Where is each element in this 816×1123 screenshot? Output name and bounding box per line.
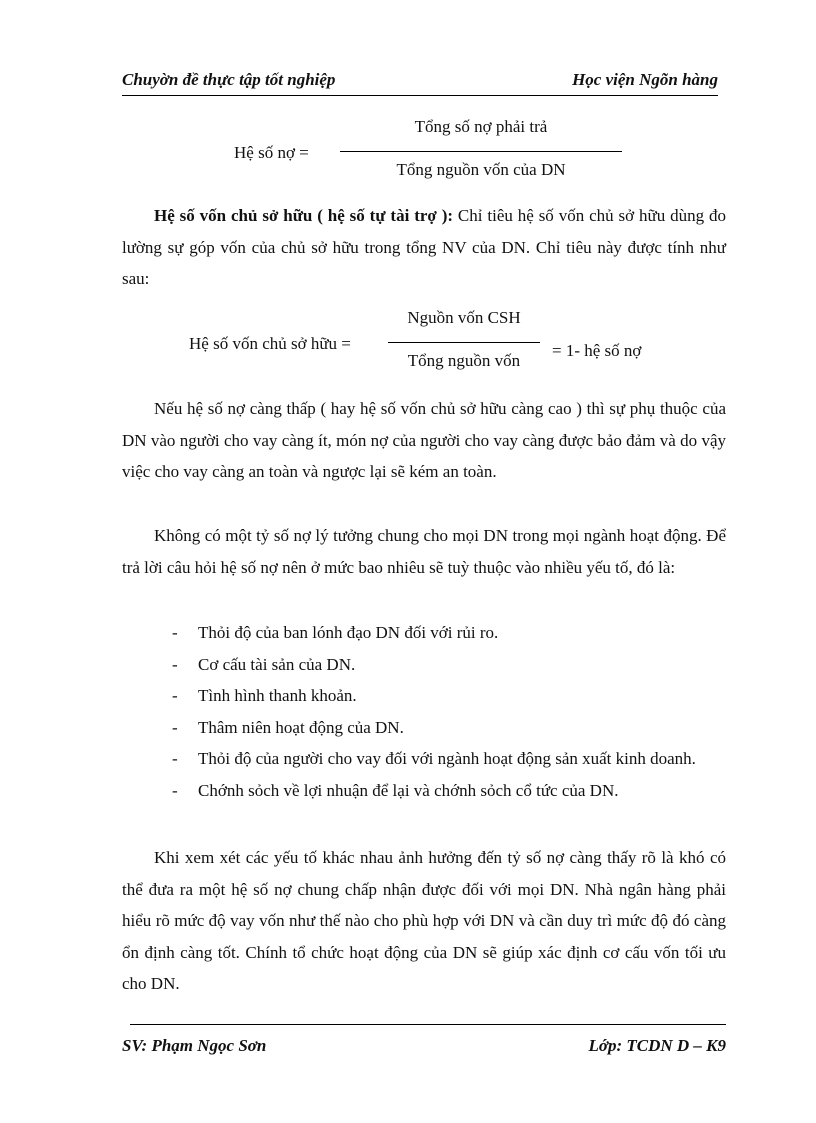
factor-list (170, 617, 726, 806)
header-rule (122, 95, 718, 96)
footer-rule (130, 1024, 726, 1025)
formula-denominator: Tổng nguồn vốn của DN (396, 160, 566, 179)
formula-numerator: Tổng số nợ phải trả (414, 117, 548, 136)
fraction-bar (388, 342, 540, 343)
list-item: - Thâm niên hoạt động của DN. (172, 717, 404, 737)
list-item: - Thỏi độ của ban lónh đạo DN đối với rủi ro. (172, 623, 499, 642)
list-item: - Thỏi độ của người cho vay đối với ngành hoạt động sản xuất kinh doanh. (172, 749, 696, 768)
paragraph-debt-dependence: Nếu hệ số nợ càng thấp ( hay hệ số vốn chủ sở hữu càng cao ) thì sự phụ thuộc của DN vào người cho vay càng ít, món nợ của người cho vay càng được bảo đảm và do vậy việc cho vay càng an toàn và ngược lại sẽ kém an toàn. (122, 399, 726, 481)
formula-label: Hệ số nợ = (234, 143, 309, 162)
formula-result: = 1- hệ số nợ (552, 341, 642, 360)
fraction-bar (340, 151, 622, 152)
paragraph-text: Chỉ tiêu hệ số vốn chủ sở hữu dùng đo lường sự góp vốn của chủ sở hữu trong tổng NV của DN. Chỉ tiêu này được tính như sau: (122, 206, 726, 288)
formula-denominator: Tổng nguồn vốn (407, 351, 521, 370)
paragraph-conclusion: Khi xem xét các yếu tố khác nhau ảnh hưởng đến tỷ số nợ càng thấy rõ là khó có thể đưa ra một hệ số nợ chung chấp nhận được đối với mọi DN. Nhà ngân hàng phải hiểu rõ mức độ vay vốn như thế nào cho phù hợp với DN và cần duy trì mức độ đó càng ổn định càng tốt. Chính tổ chức hoạt động của DN sẽ giúp xác định cơ cấu vốn tối ưu cho DN. (122, 848, 726, 993)
formula-numerator: Nguồn vốn CSH (407, 308, 521, 327)
header-institution: Học viện Ngõn hàng (572, 70, 718, 89)
list-item: - Chớnh sỏch về lợi nhuận để lại và chớnh sỏch cổ tức của DN. (172, 780, 619, 800)
list-item: - Cơ cấu tài sản của DN. (172, 654, 356, 674)
paragraph-ideal-ratio: Không có một tỷ số nợ lý tưởng chung cho mọi DN trong mọi ngành hoạt động. Để trả lời câu hỏi hệ số nợ nên ở mức bao nhiêu sẽ tuỳ thuộc vào nhiều yếu tố, đó là: (122, 526, 726, 577)
formula-label: Hệ số vốn chủ sở hữu = (189, 334, 351, 353)
header-title: Chuyờn đề thực tập tốt nghiệp (122, 70, 336, 89)
paragraph-equity-ratio (122, 200, 726, 295)
list-item: - Tình hình thanh khoản. (172, 686, 357, 705)
footer-student: SV: Phạm Ngọc Sơn (122, 1036, 267, 1055)
paragraph-heading: Hệ số vốn chủ sở hữu ( hệ số tự tài trợ ): (154, 206, 454, 225)
footer-class: Lớp: TCDN D – K9 (588, 1036, 726, 1055)
